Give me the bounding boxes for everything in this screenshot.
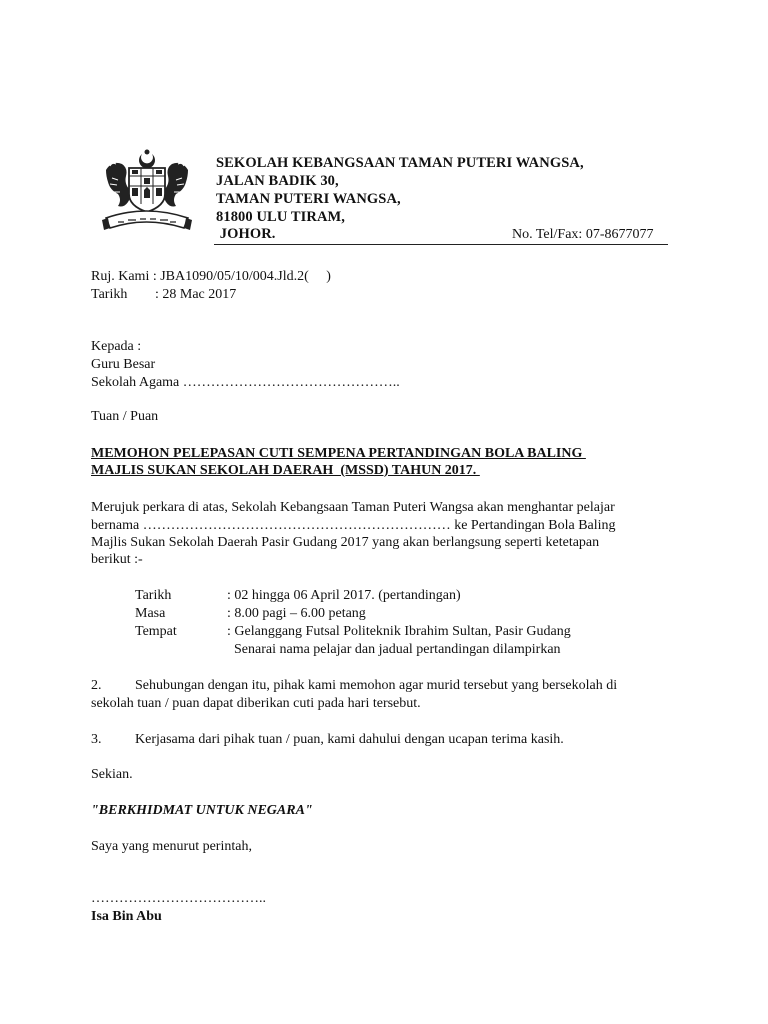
closing-perintah: Saya yang menurut perintah, xyxy=(91,839,252,854)
paragraph-2-line-1: Sehubungan dengan itu, pihak kami memohon agar murid tersebut yang bersekolah di xyxy=(135,678,618,693)
recipient-heading: Kepada : xyxy=(91,339,142,354)
detail-value-date: : 02 hingga 06 April 2017. (pertandingan) xyxy=(227,588,461,603)
paragraph-1-line-4: berikut :- xyxy=(91,552,143,567)
paragraph-1-line-3: Majlis Sukan Sekolah Daerah Pasir Gudang 2017 yang akan berlangsung seperti ketetapan xyxy=(91,535,600,550)
address-line-2: TAMAN PUTERI WANGSA, xyxy=(216,191,401,207)
detail-label-venue: Tempat xyxy=(135,624,177,639)
subject-line-2: MAJLIS SUKAN SEKOLAH DAERAH (MSSD) TAHUN 2017. xyxy=(91,463,480,478)
malaysia-coat-of-arms-icon xyxy=(98,148,196,236)
paragraph-3-line-1: Kerjasama dari pihak tuan / puan, kami dahului dengan ucapan terima kasih. xyxy=(135,732,564,747)
paragraph-1-line-1: Merujuk perkara di atas, Sekolah Kebangsaan Taman Puteri Wangsa akan menghantar pelajar xyxy=(91,500,615,515)
subject-line-1: MEMOHON PELEPASAN CUTI SEMPENA PERTANDINGAN BOLA BALING xyxy=(91,446,586,461)
detail-label-time: Masa xyxy=(135,606,166,621)
address-line-1: JALAN BADIK 30, xyxy=(216,173,339,189)
detail-value-time: : 8.00 pagi – 6.00 petang xyxy=(227,606,366,621)
closing-sekian: Sekian. xyxy=(91,767,133,782)
details-note: Senarai nama pelajar dan jadual pertandingan dilampirkan xyxy=(234,642,561,657)
paragraph-1-line-2: bernama ………………………………………………………… ke Pertandingan Bola Baling xyxy=(91,518,616,533)
date-value: : 28 Mac 2017 xyxy=(155,287,237,302)
reference-number: Ruj. Kami : JBA1090/05/10/004.Jld.2( ) xyxy=(91,269,331,284)
detail-value-venue: : Gelanggang Futsal Politeknik Ibrahim Sultan, Pasir Gudang xyxy=(227,624,571,639)
recipient-line-1: Guru Besar xyxy=(91,357,156,372)
date-label: Tarikh xyxy=(91,287,128,302)
recipient-line-2: Sekolah Agama ……………………………………….. xyxy=(91,375,400,390)
header-divider xyxy=(214,244,668,245)
paragraph-3-number: 3. xyxy=(91,732,102,747)
paragraph-2-number: 2. xyxy=(91,678,102,693)
tel-fax: No. Tel/Fax: 07-8677077 xyxy=(512,227,654,242)
motto: "BERKHIDMAT UNTUK NEGARA" xyxy=(91,803,313,818)
detail-label-date: Tarikh xyxy=(135,588,172,603)
signatory-name: Isa Bin Abu xyxy=(91,909,162,924)
school-name: SEKOLAH KEBANGSAAN TAMAN PUTERI WANGSA, xyxy=(216,155,584,171)
salutation: Tuan / Puan xyxy=(91,409,159,424)
address-line-3: 81800 ULU TIRAM, xyxy=(216,209,346,225)
signature-line: ……………………………….. xyxy=(91,891,266,906)
address-line-4: JOHOR. xyxy=(216,226,276,242)
paragraph-2-line-2: sekolah tuan / puan dapat diberikan cuti pada hari tersebut. xyxy=(91,696,421,711)
